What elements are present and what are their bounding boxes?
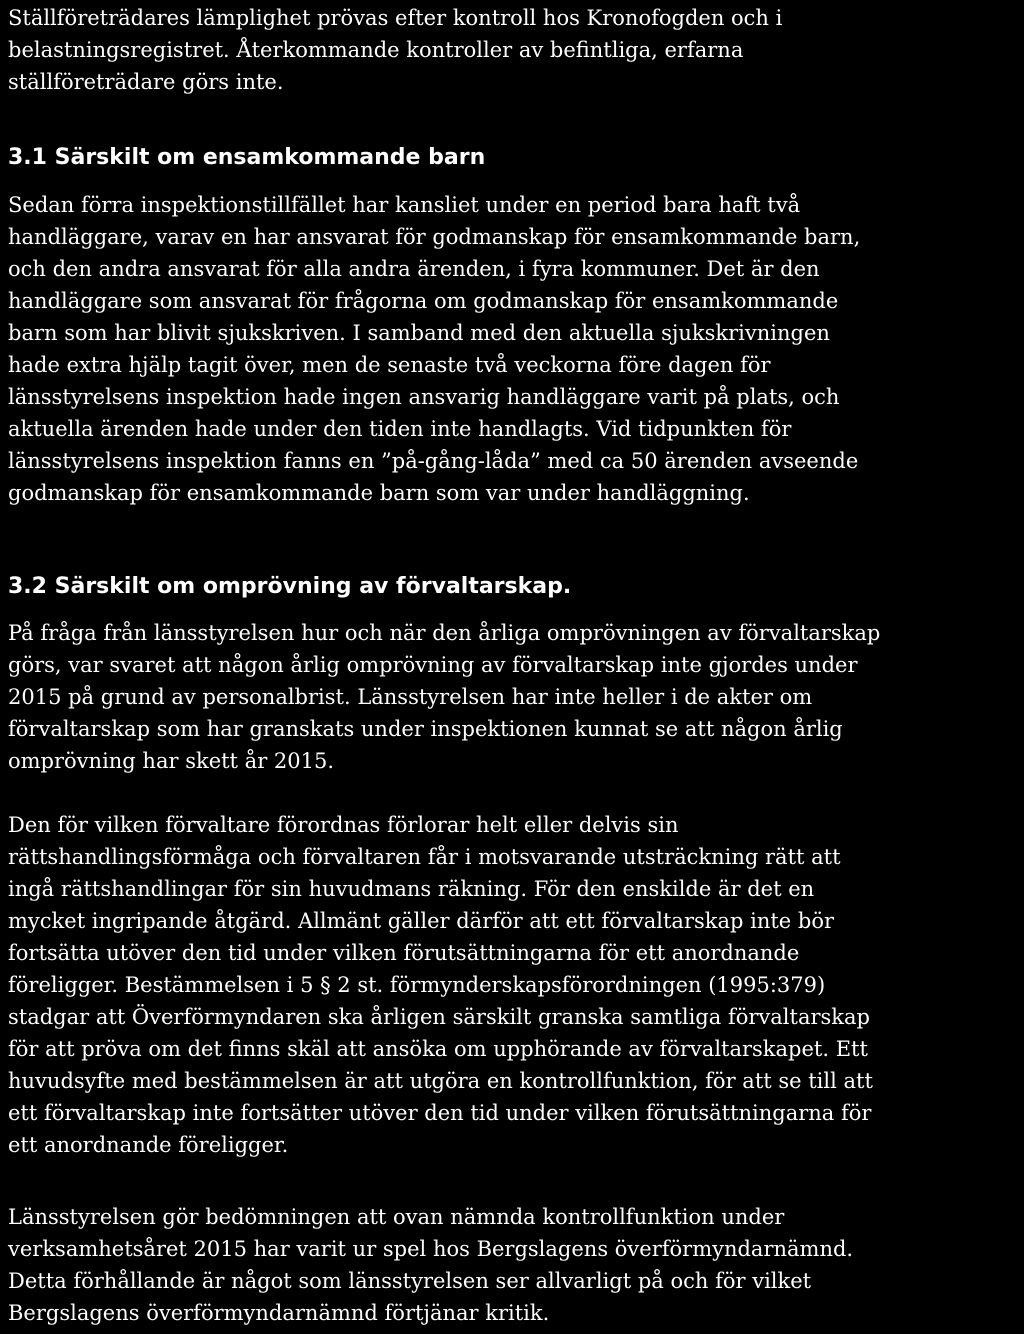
text-line: 2015 på grund av personalbrist. Länsstyrelsen har inte heller i de akter om [8,685,813,709]
text-line: och den andra ansvarat för alla andra ärenden, i fyra kommuner. Det är den [8,257,820,281]
intro-paragraph [8,2,782,98]
text-line: verksamhetsåret 2015 har varit ur spel hos Bergslagens överförmyndarnämnd. [8,1237,854,1261]
text-line: Sedan förra inspektionstillfället har kansliet under en period bara haft två [8,193,801,217]
text-line: görs, var svaret att någon årlig omprövning av förvaltarskap inte gjordes under [8,653,858,677]
text-line: omprövning har skett år 2015. [8,749,335,773]
section-3-2-paragraph-3 [8,1201,853,1329]
text-line: ingå rättshandlingar för sin huvudmans räkning. För den enskilde är det en [8,877,815,901]
text-line: Detta förhållande är något som länsstyrelsen ser allvarligt på och för vilket [8,1269,812,1293]
text-line: godmanskap för ensamkommande barn som var under handläggning. [8,481,750,505]
section-heading-3-1: 3.1 Särskilt om ensamkommande barn [8,145,486,170]
text-line: handläggare, varav en har ansvarat för godmanskap för ensamkommande barn, [8,225,861,249]
text-line: Den för vilken förvaltare förordnas förlorar helt eller delvis sin [8,813,679,837]
text-line: aktuella ärenden hade under den tiden inte handlagts. Vid tidpunkten för [8,417,792,441]
text-line: Länsstyrelsen gör bedömningen att ovan nämnda kontrollfunktion under [8,1205,785,1229]
text-line: belastningsregistret. Återkommande kontroller av befintliga, erfarna [8,38,744,62]
text-line: för att pröva om det finns skäl att ansöka om upphörande av förvaltarskapet. Ett [8,1037,868,1061]
text-line: länsstyrelsens inspektion hade ingen ansvarig handläggare varit på plats, och [8,385,840,409]
text-line: handläggare som ansvarat för frågorna om godmanskap för ensamkommande [8,289,839,313]
section-3-1-paragraph [8,189,860,509]
text-line: föreligger. Bestämmelsen i 5 § 2 st. förmynderskapsförordningen (1995:379) [8,973,826,997]
text-line: barn som har blivit sjukskriven. I samband med den aktuella sjukskrivningen [8,321,830,345]
text-line: ett anordnande föreligger. [8,1133,289,1157]
text-line: rättshandlingsförmåga och förvaltaren får i motsvarande utsträckning rätt att [8,845,841,869]
text-line: ställföreträdare görs inte. [8,70,284,94]
text-line: stadgar att Överförmyndaren ska årligen särskilt granska samtliga förvaltarskap [8,1005,870,1029]
section-3-2-paragraph-1 [8,617,880,777]
text-line: Bergslagens överförmyndarnämnd förtjänar kritik. [8,1301,550,1325]
text-line: hade extra hjälp tagit över, men de senaste två veckorna före dagen för [8,353,771,377]
text-line: På fråga från länsstyrelsen hur och när den årliga omprövningen av förvaltarskap [8,621,881,645]
text-line: Ställföreträdares lämplighet prövas efter kontroll hos Kronofogden och i [8,6,783,30]
text-line: huvudsyfte med bestämmelsen är att utgöra en kontrollfunktion, för att se till att [8,1069,873,1093]
text-line: mycket ingripande åtgärd. Allmänt gäller därför att ett förvaltarskap inte bör [8,909,835,933]
section-3-2-paragraph-2 [8,809,873,1161]
section-heading-3-2: 3.2 Särskilt om omprövning av förvaltarskap. [8,574,572,599]
text-line: länsstyrelsens inspektion fanns en ”på-gång-låda” med ca 50 ärenden avseende [8,449,859,473]
text-line: fortsätta utöver den tid under vilken förutsättningarna för ett anordnande [8,941,800,965]
text-line: ett förvaltarskap inte fortsätter utöver den tid under vilken förutsättningarna för [8,1101,872,1125]
text-line: förvaltarskap som har granskats under inspektionen kunnat se att någon årlig [8,717,843,741]
